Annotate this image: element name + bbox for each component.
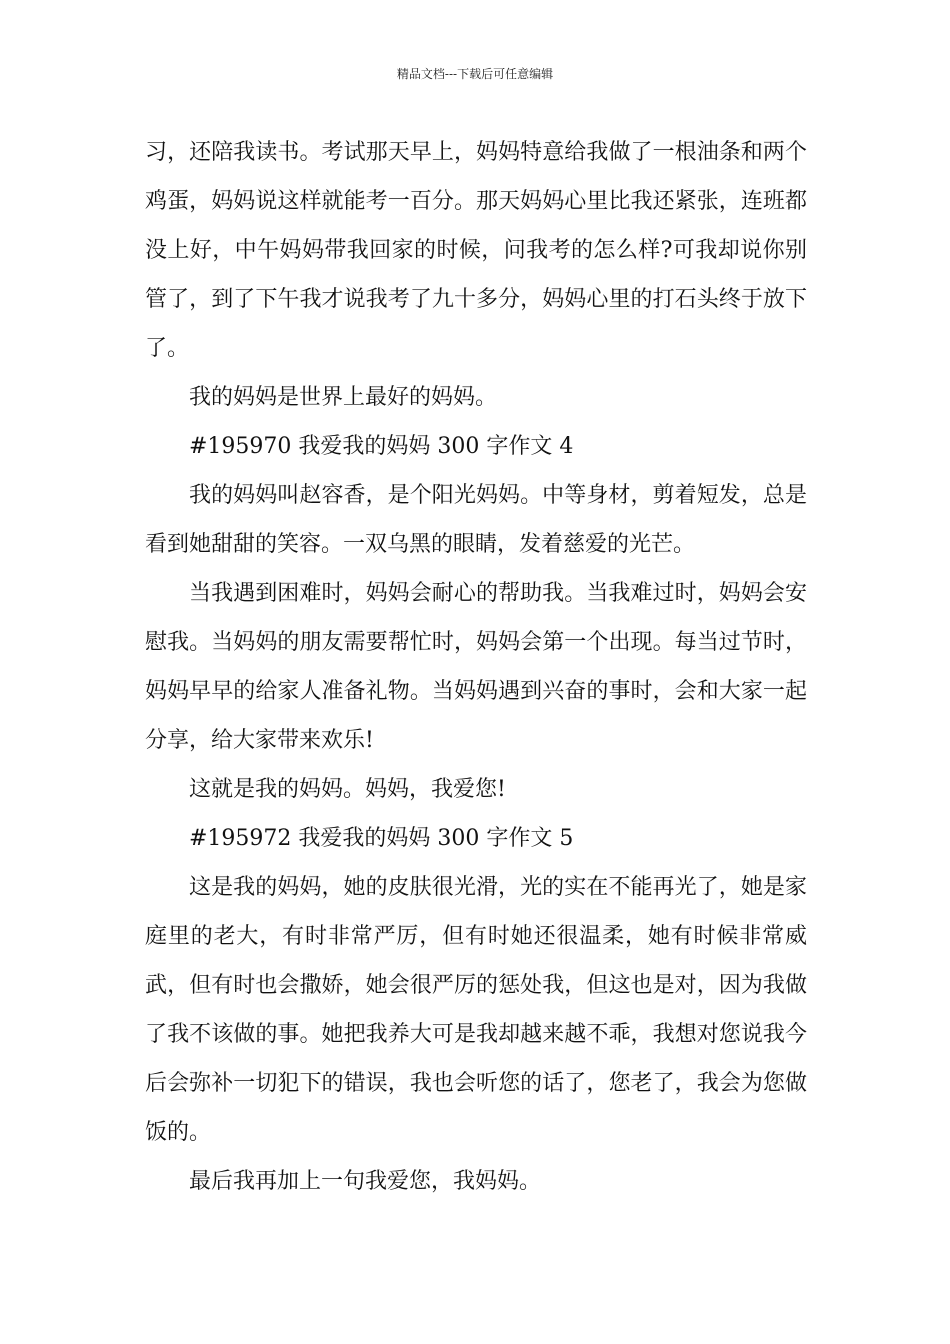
page-header: 精品文档---下载后可任意编辑 — [396, 67, 554, 81]
essay-heading-5: #195972 我爱我的妈妈 300 字作文 5 — [189, 826, 574, 851]
paragraph-mom-description: 我的妈妈叫赵容香，是个阳光妈妈。中等身材，剪着短发，总是看到她甜甜的笑容。一双乌黑的眼睛，发着慈爱的光芒。 — [145, 483, 807, 557]
paragraph-mom-skin: 这是我的妈妈，她的皮肤很光滑，光的实在不能再光了，她是家庭里的老大，有时非常严厉，但有时她还很温柔，她有时候非常威武，但有时也会撒娇，她会很严厉的惩处我，但这也是对，因为我做了我不该做的事。她把我养大可是我却越来越不乖，我想对您说我今后会弥补一切犯下的错误，我也会听您的话了，您老了，我会为您做饭的。 — [145, 875, 807, 1145]
document-body — [145, 128, 807, 1206]
paragraph-love-mom: 这就是我的妈妈。妈妈，我爱您! — [189, 777, 506, 802]
paragraph-mom-helps: 当我遇到困难时，妈妈会耐心的帮助我。当我难过时，妈妈会安慰我。当妈妈的朋友需要帮忙时，妈妈会第一个出现。每当过节时，妈妈早早的给家人准备礼物。当妈妈遇到兴奋的事时，会和大家一起分享，给大家带来欢乐! — [145, 581, 807, 753]
paragraph-best-mom: 我的妈妈是世界上最好的妈妈。 — [189, 385, 498, 410]
essay-heading-4: #195970 我爱我的妈妈 300 字作文 4 — [189, 434, 574, 459]
paragraph-continuation: 习，还陪我读书。考试那天早上，妈妈特意给我做了一根油条和两个鸡蛋，妈妈说这样就能考一百分。那天妈妈心里比我还紧张，连班都没上好，中午妈妈带我回家的时候，问我考的怎么样?可我却说你别管了，到了下午我才说我考了九十多分，妈妈心里的打石头终于放下了。 — [145, 140, 807, 361]
paragraph-closing: 最后我再加上一句我爱您，我妈妈。 — [189, 1169, 542, 1194]
